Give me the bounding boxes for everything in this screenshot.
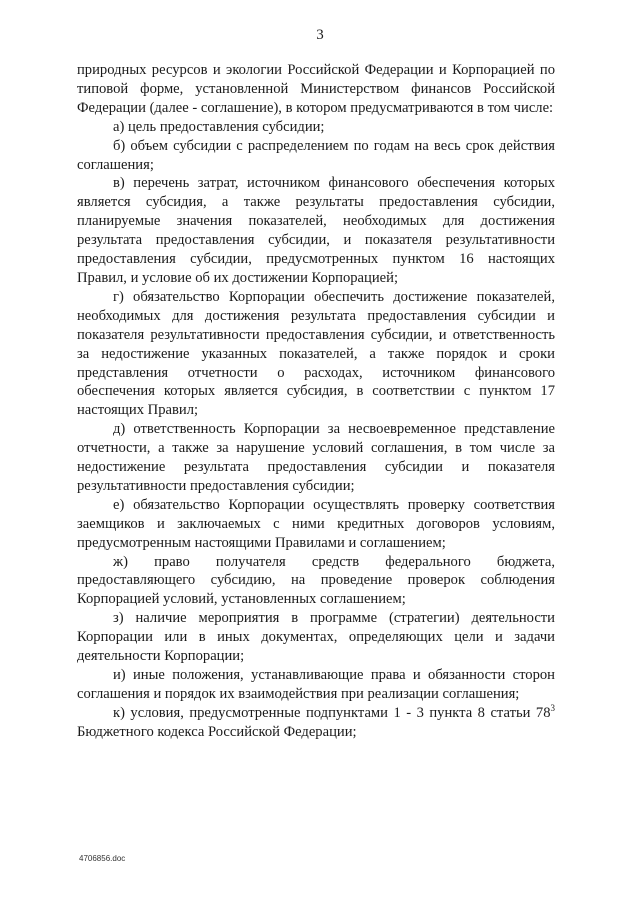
paragraph-item-k-text: к) условия, предусмотренные подпунктами 1 - 3 пункта 8 статьи 78 (113, 704, 551, 721)
paragraph-item-g: г) обязательство Корпорации обеспечить достижение показателей, необходимых для достижения результата предоставления субсидии и показателя результативности предоставления субсидии, и ответственность за недостижение указанных показателей, а также порядок и сроки представления отчетности о расходах, источником финансового обеспечения которых является субсидия, в соответствии с пунктом 17 настоящих Правил; (77, 288, 555, 419)
paragraph-item-d: д) ответственность Корпорации за несвоевременное представление отчетности, а также за нарушение условий соглашения, в том числе за недостижение результата предоставления субсидии и показателя результативности предоставления субсидии; (77, 421, 555, 494)
paragraph-intro: природных ресурсов и экологии Российской Федерации и Корпорацией по типовой форме, установленной Министерством финансов Российской Федерации (далее - соглашение), в котором предусматриваются в том числе: (77, 62, 555, 116)
paragraph-item-b: б) объем субсидии с распределением по годам на весь срок действия соглашения; (77, 137, 555, 173)
article-superscript: 3 (550, 702, 555, 713)
footer-filename: 4706856.doc (79, 854, 126, 863)
page-number: 3 (316, 27, 324, 43)
paragraph-item-k (77, 704, 555, 742)
paragraph-item-z: з) наличие мероприятия в программе (стратегии) деятельности Корпорации или в иных документах, определяющих цели и задачи деятельности Корпорации; (77, 610, 555, 665)
document-body (77, 61, 555, 742)
paragraph-item-k-tail: Бюджетного кодекса Российской Федерации; (77, 723, 357, 740)
paragraph-item-a: а) цель предоставления субсидии; (113, 118, 325, 135)
paragraph-item-i: и) иные положения, устанавливающие права и обязанности сторон соглашения и порядок их взаимодействия при реализации соглашения; (77, 667, 555, 702)
paragraph-item-e: е) обязательство Корпорации осуществлять проверку соответствия заемщиков и заключаемых с ними кредитных договоров условиям, предусмотренным настоящими Правилами и соглашением; (77, 496, 555, 551)
paragraph-item-zh: ж) право получателя средств федерального бюджета, предоставляющего субсидию, на проведение проверок соблюдения Корпорацией условий, установленных соглашением; (77, 553, 555, 608)
paragraph-item-v: в) перечень затрат, источником финансового обеспечения которых является субсидия, а также результаты предоставления субсидии, планируемые значения показателей, необходимых для достижения результата предоставления субсидии, и показателя результативности предоставления субсидии, предусмотренных пунктом 16 настоящих Правил, и условие об их достижении Корпорацией; (77, 175, 555, 286)
